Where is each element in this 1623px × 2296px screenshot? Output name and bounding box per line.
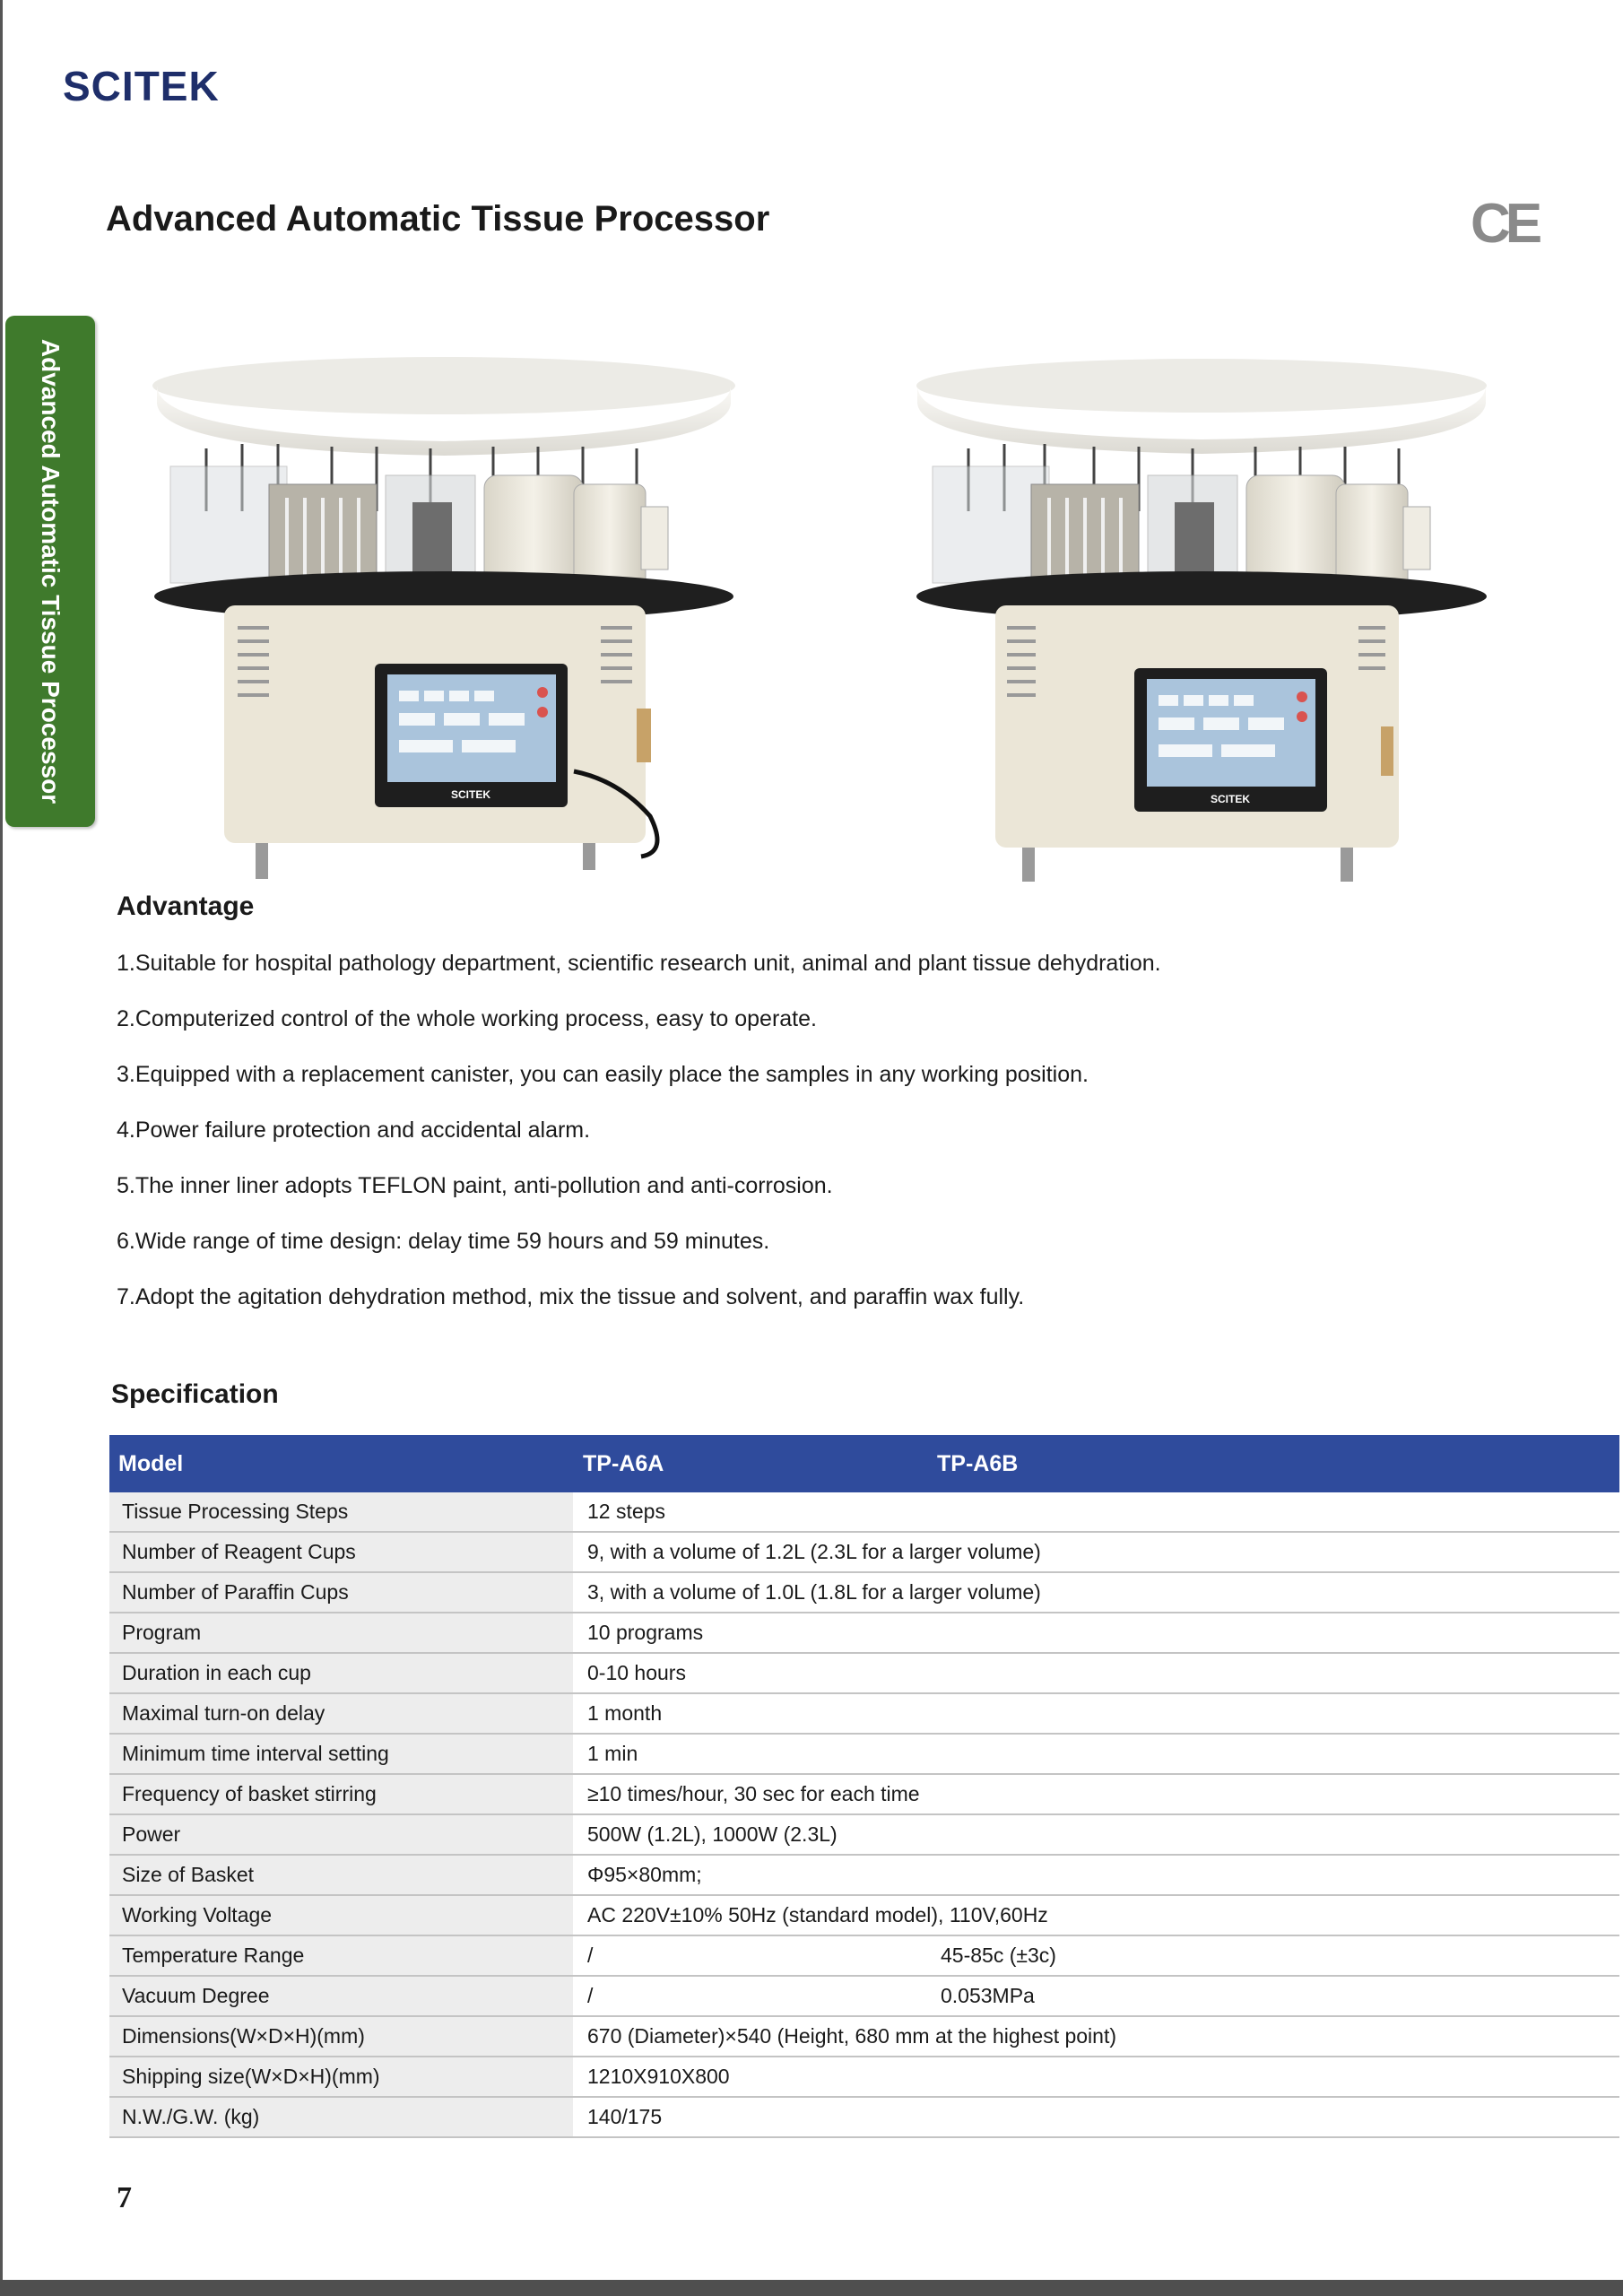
tissue-processor-image [910,350,1538,888]
tissue-processor-image [152,350,780,888]
side-tab [5,316,95,827]
header-model-a: TP-A6A [574,1435,928,1492]
table-row [109,1653,1619,1693]
row-label: Temperature Range [109,1935,574,1976]
row-label: Shipping size(W×D×H)(mm) [109,2057,574,2097]
row-value: 10 programs [574,1613,1619,1653]
row-value: 1210X910X800 [574,2057,1619,2097]
table-row [109,1572,1619,1613]
row-value-b: 45-85c (±3c) [928,1935,1619,1976]
advantage-item: 4.Power failure protection and accidental alarm. [117,1118,591,1143]
advantage-heading: Advantage [117,891,255,921]
specification-heading: Specification [111,1379,279,1409]
table-row [109,2057,1619,2097]
table-row [109,1532,1619,1572]
row-label: Minimum time interval setting [109,1734,574,1774]
row-value: 1 min [574,1734,1619,1774]
row-value-a: / [574,1935,928,1976]
row-label: Dimensions(W×D×H)(mm) [109,2016,574,2057]
row-label: Number of Paraffin Cups [109,1572,574,1613]
table-row [109,1693,1619,1734]
logo-text-sci: SCI [63,63,135,109]
table-row [109,1492,1619,1532]
table-row [109,1855,1619,1895]
row-label: Program [109,1613,574,1653]
row-value-b: 0.053MPa [928,1976,1619,2016]
row-value: AC 220V±10% 50Hz (standard model), 110V,60Hz [574,1895,1619,1935]
row-value: 1 month [574,1693,1619,1734]
row-label: Frequency of basket stirring [109,1774,574,1814]
scitek-logo [63,63,220,109]
advantage-item: 5.The inner liner adopts TEFLON paint, anti-pollution and anti-corrosion. [117,1173,833,1198]
advantage-item: 3.Equipped with a replacement canister, you can easily place the samples in any working position. [117,1062,1089,1087]
row-value: 12 steps [574,1492,1619,1532]
row-label: Power [109,1814,574,1855]
table-row [109,1935,1619,1976]
row-label: Size of Basket [109,1855,574,1895]
table-row [109,1976,1619,2016]
table-row [109,1895,1619,1935]
advantage-list [117,944,1161,1333]
logo-text-tek: TEK [134,63,220,109]
row-value: 670 (Diameter)×540 (Height, 680 mm at the highest point) [574,2016,1619,2057]
screen-logo: SCITEK [450,788,491,801]
row-label: Vacuum Degree [109,1976,574,2016]
row-value: 140/175 [574,2097,1619,2137]
side-tab-label: Advanced Automatic Tissue Processor [37,338,65,804]
page-number: 7 [117,2181,132,2214]
advantage-item: 1.Suitable for hospital pathology department, scientific research unit, animal and plant tissue dehydration. [117,951,1161,976]
advantage-item: 7.Adopt the agitation dehydration method, mix the tissue and solvent, and paraffin wax fully. [117,1284,1025,1309]
row-label: Number of Reagent Cups [109,1532,574,1572]
row-value: 0-10 hours [574,1653,1619,1693]
table-row [109,1814,1619,1855]
header-model: Model [109,1435,574,1492]
table-header-row [109,1435,1619,1492]
table-row [109,1734,1619,1774]
row-value: 500W (1.2L), 1000W (2.3L) [574,1814,1619,1855]
table-row [109,1774,1619,1814]
page-left-border [0,0,3,2296]
row-value: ≥10 times/hour, 30 sec for each time [574,1774,1619,1814]
advantage-item: 2.Computerized control of the whole working process, easy to operate. [117,1006,817,1031]
row-value: 9, with a volume of 1.2L (2.3L for a larger volume) [574,1532,1619,1572]
row-value-a: / [574,1976,928,2016]
row-label: N.W./G.W. (kg) [109,2097,574,2137]
table-row [109,2016,1619,2057]
page-title: Advanced Automatic Tissue Processor [106,199,770,239]
specification-table [109,1435,1619,2138]
row-value: 3, with a volume of 1.0L (1.8L for a larger volume) [574,1572,1619,1613]
row-value: Φ95×80mm; [574,1855,1619,1895]
table-row [109,2097,1619,2137]
viewer-bottom-bar [0,2280,1623,2296]
table-row [109,1613,1619,1653]
row-label: Tissue Processing Steps [109,1492,574,1532]
header-model-b: TP-A6B [928,1435,1619,1492]
row-label: Duration in each cup [109,1653,574,1693]
screen-logo: SCITEK [1210,793,1251,805]
ce-mark-icon: CE [1471,193,1538,255]
advantage-item: 6.Wide range of time design: delay time 59 hours and 59 minutes. [117,1229,770,1254]
row-label: Maximal turn-on delay [109,1693,574,1734]
row-label: Working Voltage [109,1895,574,1935]
